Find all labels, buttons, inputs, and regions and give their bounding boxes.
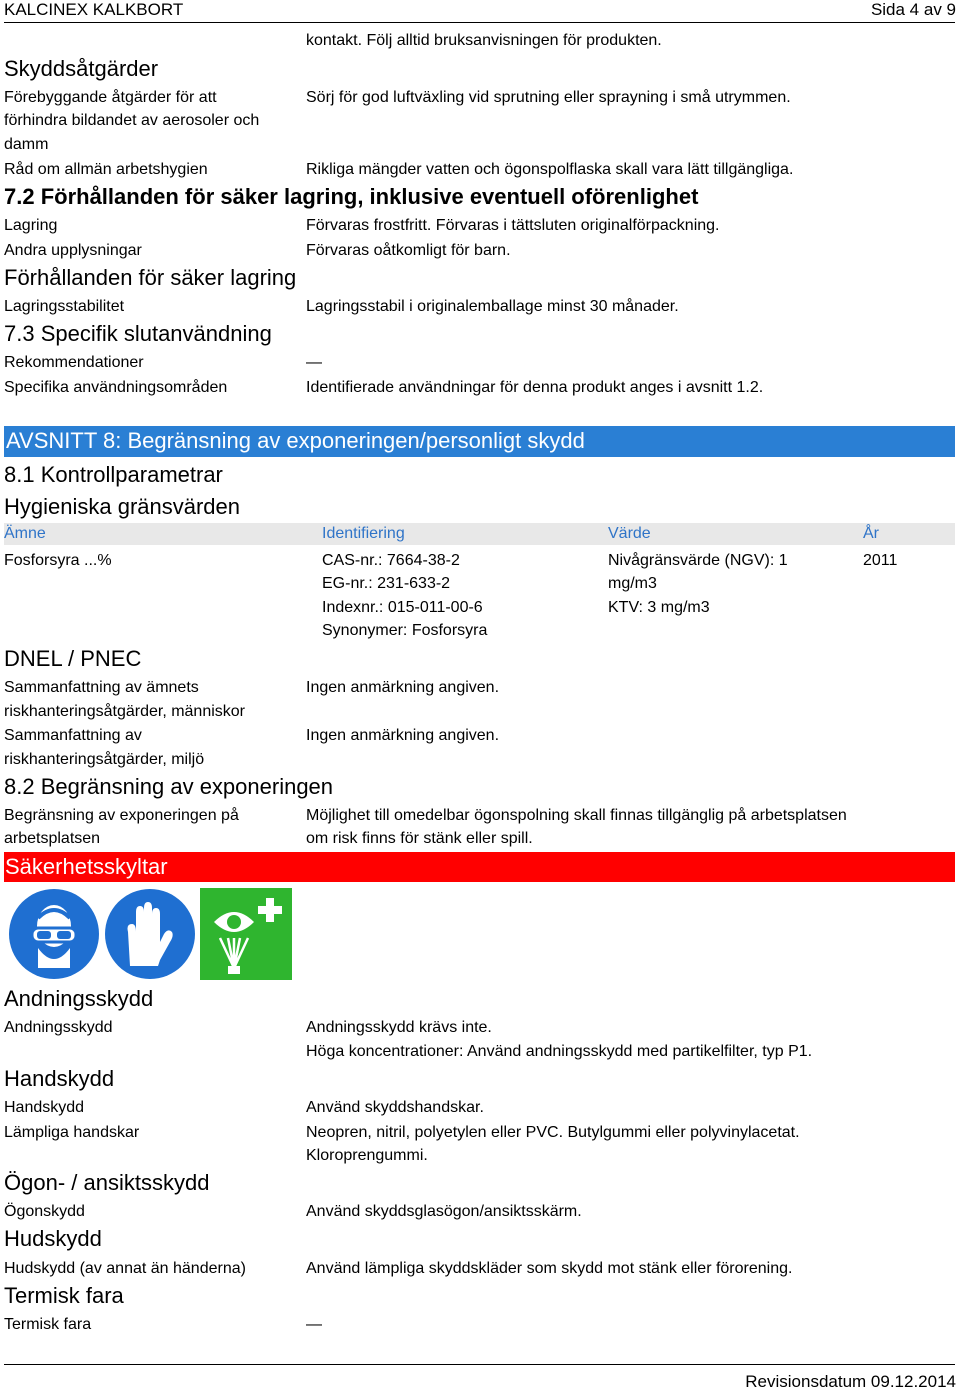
hudskydd-label: Hudskydd (av annat än händerna) (4, 1260, 246, 1277)
exposure-label-line2: arbetsplatsen (4, 830, 101, 847)
dnel-value-1: Ingen anmärkning angiven. (306, 679, 500, 696)
continuation-text: kontakt. Följ alltid bruksanvisningen för produkten. (306, 32, 662, 49)
skyddsatgarder-title: Skyddsåtgärder (4, 56, 159, 81)
signs-title: Säkerhetsskyltar (5, 854, 168, 879)
revision-date: Revisionsdatum 09.12.2014 (745, 1372, 956, 1391)
section-8-title: AVSNITT 8: Begränsning av exponeringen/personligt skydd (6, 428, 585, 453)
col-header-amne: Ämne (4, 525, 46, 542)
row-label-specifika: Specifika användningsområden (4, 379, 228, 396)
footer-rule (4, 1364, 955, 1365)
termisk-fara-title: Termisk fara (4, 1283, 124, 1308)
termisk-fara-value: — (306, 1316, 322, 1333)
andningsskydd-label: Andningsskydd (4, 1019, 113, 1036)
handskydd-value: Använd skyddshandskar. (306, 1099, 484, 1116)
dnel-label-2-line1: Sammanfattning av (4, 727, 142, 744)
section-7-3-title: 7.3 Specifik slutanvändning (4, 321, 272, 346)
page-number: Sida 4 av 9 (870, 0, 956, 19)
cell-id-index: Indexnr.: 015-011-00-6 (322, 599, 483, 616)
goggles-mandatory-icon (8, 888, 100, 980)
row-value-lagring: Förvaras frostfritt. Förvaras i tättsluten originalförpackning. (306, 217, 720, 234)
exposure-value-line1: Möjlighet till omedelbar ögonspolning skall finnas tillgänglig på arbetsplatsen (306, 807, 847, 824)
col-header-identifiering: Identifiering (322, 525, 405, 542)
safe-storage-subtitle: Förhållanden för säker lagring (4, 265, 297, 290)
dnel-title: DNEL / PNEC (4, 646, 142, 671)
dnel-label-1-line1: Sammanfattning av ämnets (4, 679, 199, 696)
dnel-label-2-line2: riskhanteringsåtgärder, miljö (4, 751, 205, 768)
signs-bar (4, 852, 955, 882)
row-label-rekommendationer: Rekommendationer (4, 354, 144, 371)
handskydd-title: Handskydd (4, 1066, 115, 1091)
cell-varde-ngv: Nivågränsvärde (NGV): 1 (608, 552, 788, 569)
andningsskydd-title: Andningsskydd (4, 986, 154, 1011)
row-label-aerosol-line3: damm (4, 136, 49, 153)
handskydd-label: Handskydd (4, 1099, 85, 1116)
andningsskydd-value-line2: Höga koncentrationer: Använd andningsskydd med partikelfilter, typ P1. (306, 1043, 813, 1060)
cell-varde-ktv: KTV: 3 mg/m3 (608, 599, 710, 616)
cell-id-synonymer: Synonymer: Fosforsyra (322, 622, 488, 639)
row-label-andra: Andra upplysningar (4, 242, 142, 259)
row-label-aerosol-line1: Förebyggande åtgärder för att (4, 89, 217, 106)
section-8-2-title: 8.2 Begränsning av exponeringen (4, 774, 334, 799)
row-value-specifika: Identifierade användningar för denna produkt anges i avsnitt 1.2. (306, 379, 764, 396)
section-8-bar (4, 426, 955, 457)
ogonskydd-label: Ögonskydd (4, 1203, 85, 1220)
section-8-1-title: 8.1 Kontrollparametrar (4, 462, 223, 487)
col-header-ar: År (863, 525, 879, 542)
dnel-value-2: Ingen anmärkning angiven. (306, 727, 500, 744)
row-label-hygien: Råd om allmän arbetshygien (4, 161, 208, 178)
hygieniska-title: Hygieniska gränsvärden (4, 494, 241, 519)
ogonskydd-value: Använd skyddsglasögon/ansiktsskärm. (306, 1203, 582, 1220)
lampliga-handskar-value-line1: Neopren, nitril, polyetylen eller PVC. Butylgummi eller polyvinylacetat. (306, 1124, 800, 1141)
ogonskydd-title: Ögon- / ansiktsskydd (4, 1170, 210, 1195)
row-label-lagring: Lagring (4, 217, 58, 234)
section-7-2-title: 7.2 Förhållanden för säker lagring, inklusive eventuell oförenlighet (4, 184, 699, 209)
limits-table-header (4, 523, 955, 545)
row-label-stabilitet: Lagringsstabilitet (4, 298, 125, 315)
exposure-value-line2: om risk finns för stänk eller spill. (306, 830, 533, 847)
cell-id-eg: EG-nr.: 231-633-2 (322, 575, 451, 592)
cell-varde-unit: mg/m3 (608, 575, 657, 592)
gloves-mandatory-icon (104, 888, 196, 980)
termisk-fara-label: Termisk fara (4, 1316, 92, 1333)
row-value-stabilitet: Lagringsstabil i originalemballage minst 30 månader. (306, 298, 679, 315)
company-name: KALCINEX KALKBORT (4, 0, 184, 19)
col-header-varde: Värde (608, 525, 651, 542)
row-value-aerosol: Sörj för god luftväxling vid sprutning eller sprayning i små utrymmen. (306, 89, 791, 106)
dnel-label-1-line2: riskhanteringsåtgärder, människor (4, 703, 246, 720)
row-value-andra: Förvaras oåtkomligt för barn. (306, 242, 511, 259)
hudskydd-value: Använd lämpliga skyddskläder som skydd mot stänk eller förorening. (306, 1260, 793, 1277)
cell-amne: Fosforsyra ...% (4, 552, 112, 569)
lampliga-handskar-label: Lämpliga handskar (4, 1124, 140, 1141)
row-value-rekommendationer: — (306, 354, 322, 371)
header-rule (4, 22, 955, 23)
eyewash-station-icon (200, 888, 292, 980)
row-value-hygien: Rikliga mängder vatten och ögonspolflaska skall vara lätt tillgängliga. (306, 161, 794, 178)
lampliga-handskar-value-line2: Kloroprengummi. (306, 1147, 428, 1164)
exposure-label-line1: Begränsning av exponeringen på (4, 807, 239, 824)
cell-ar: 2011 (863, 552, 898, 569)
andningsskydd-value-line1: Andningsskydd krävs inte. (306, 1019, 492, 1036)
hudskydd-title: Hudskydd (4, 1226, 102, 1251)
row-label-aerosol-line2: förhindra bildandet av aerosoler och (4, 112, 260, 129)
cell-id-cas: CAS-nr.: 7664-38-2 (322, 552, 460, 569)
